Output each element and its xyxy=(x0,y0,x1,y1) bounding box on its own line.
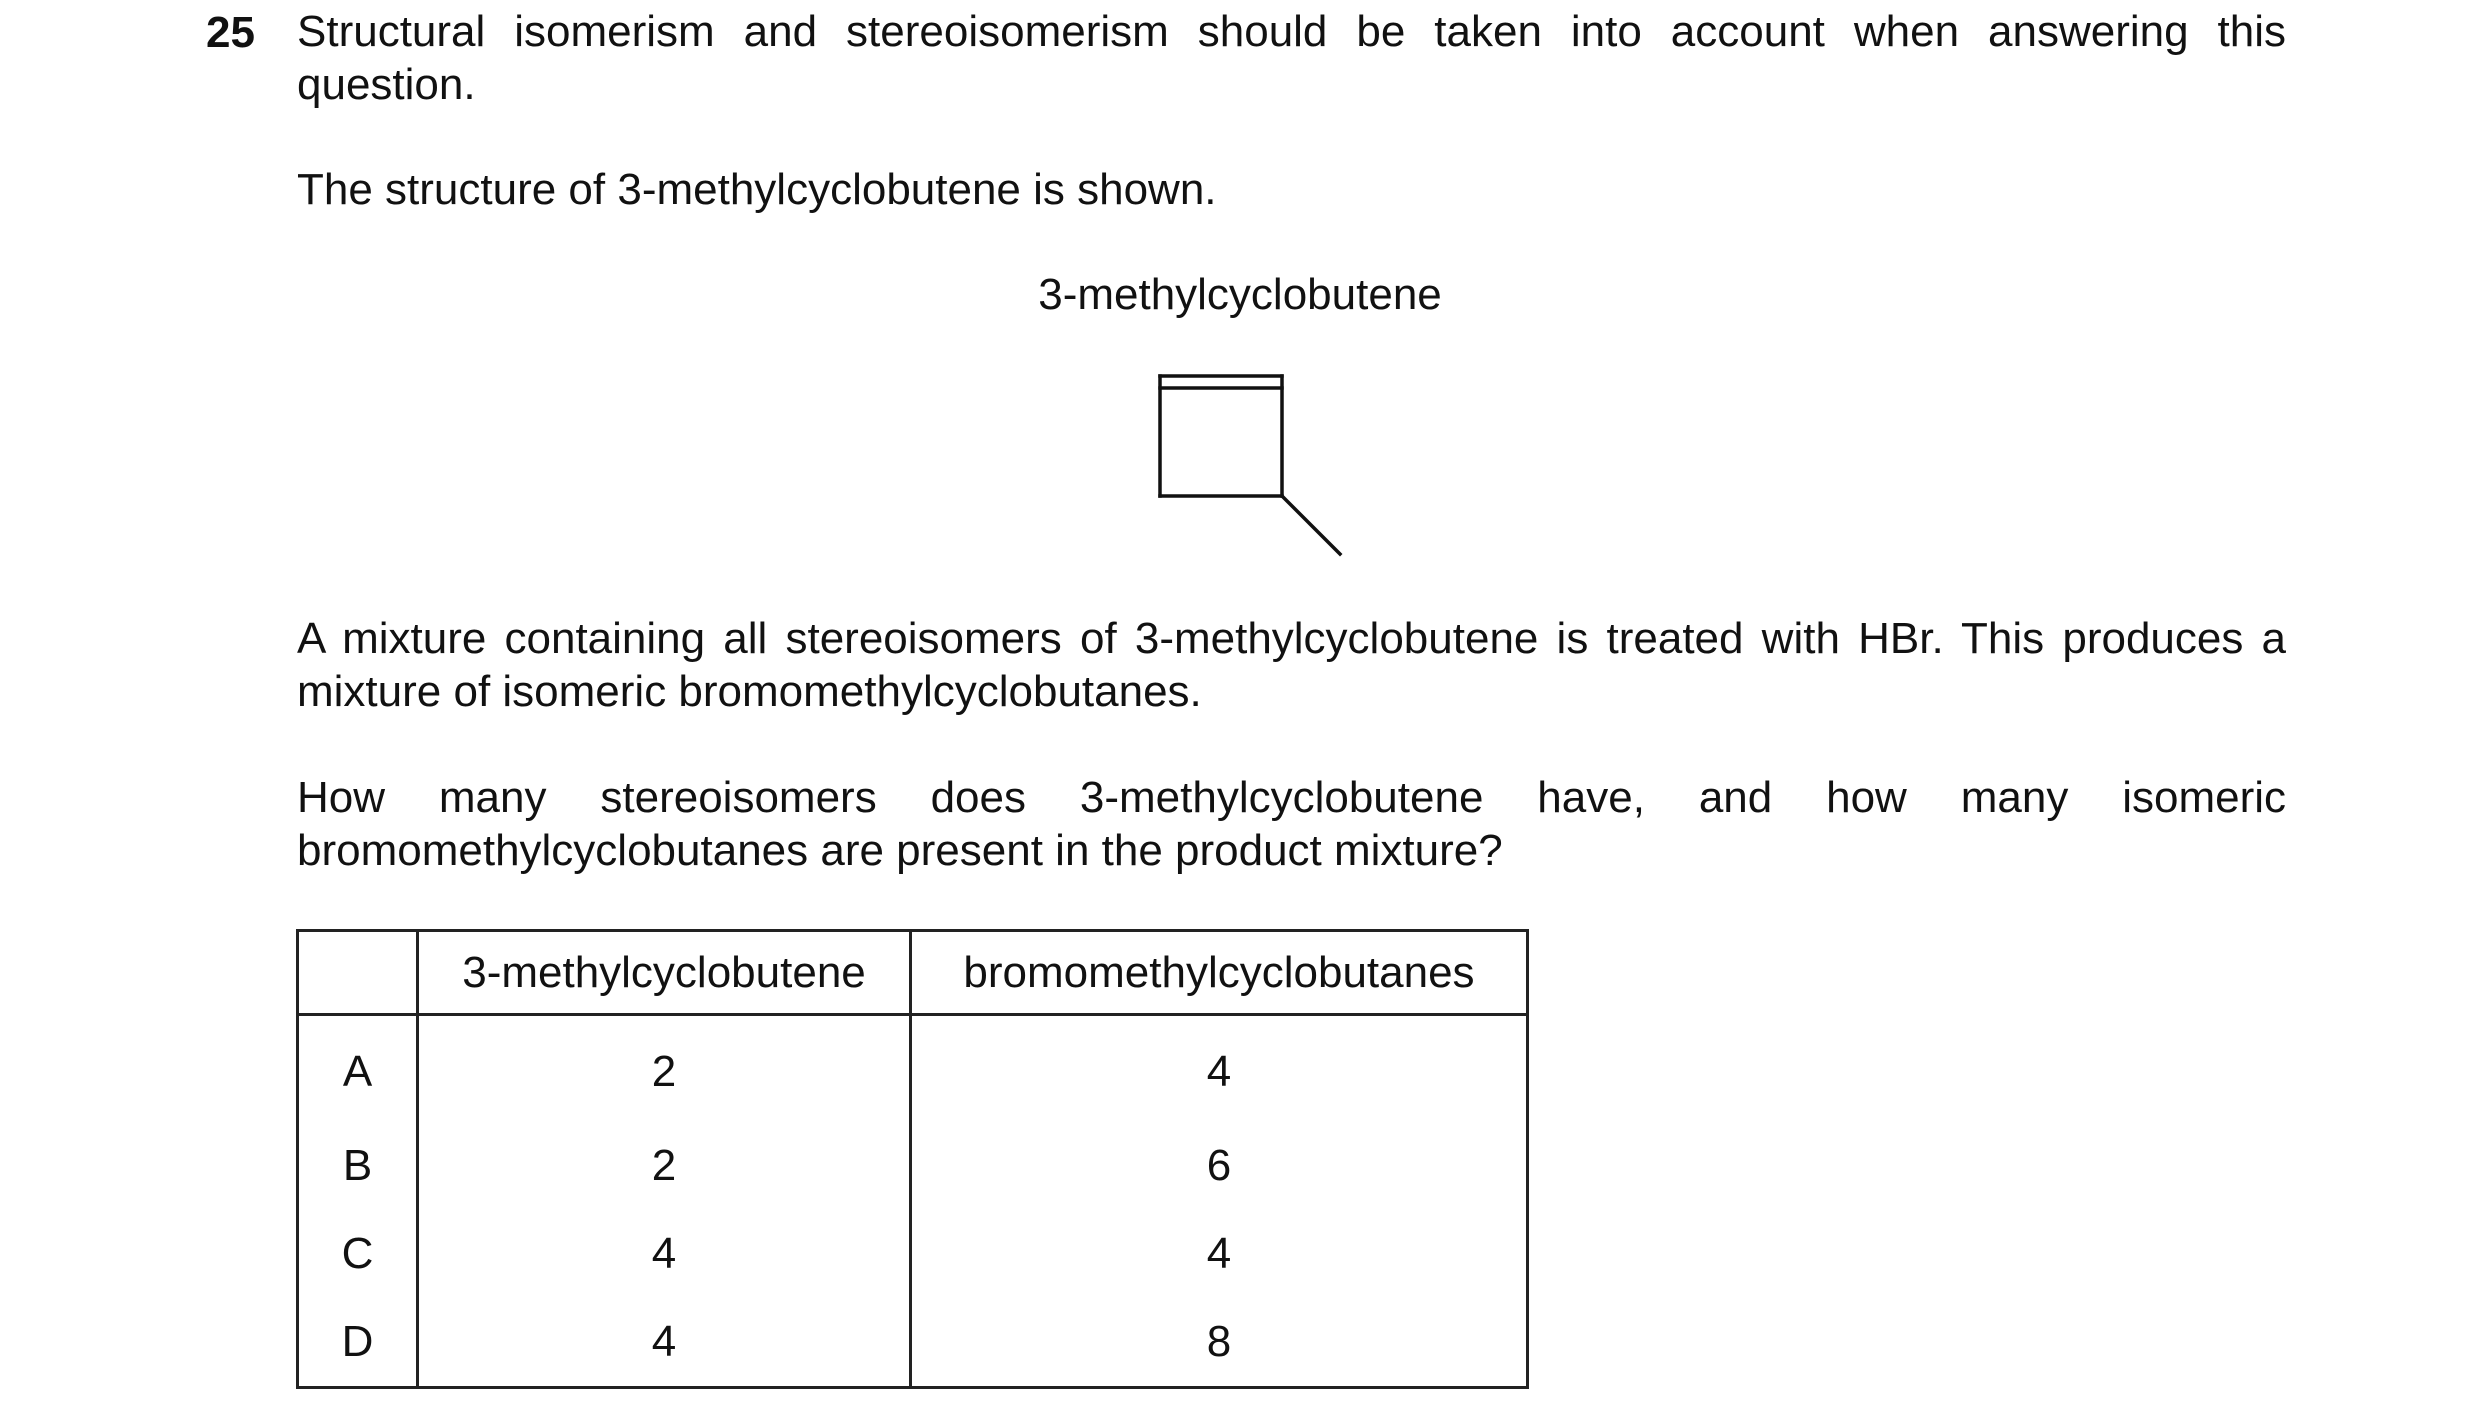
question-intro: Structural isomerism and stereoisomerism should be taken into account when answering this question. xyxy=(297,7,2286,109)
product-isomer-count: 4 xyxy=(911,1015,1528,1123)
table-header-row xyxy=(298,931,1528,1015)
structure-label: 3-methylcyclobutene xyxy=(1038,270,1442,319)
stereoisomer-count: 2 xyxy=(418,1122,911,1210)
question-prompt: How many stereoisomers does 3-methylcyclobutene have, and how many isomeric bromomethylcyclobutanes are present in the product mixture? xyxy=(297,773,2286,875)
option-letter: C xyxy=(298,1210,418,1298)
molecule-skeletal-structure xyxy=(1140,366,1360,566)
product-isomer-count: 6 xyxy=(911,1122,1528,1210)
stereoisomer-count: 4 xyxy=(418,1298,911,1388)
stereoisomer-count: 2 xyxy=(418,1015,911,1123)
stereoisomer-count: 4 xyxy=(418,1210,911,1298)
structure-sentence: The structure of 3-methylcyclobutene is shown. xyxy=(297,165,1217,214)
table-row xyxy=(298,1298,1528,1388)
product-isomer-count: 8 xyxy=(911,1298,1528,1388)
table-header-3-methylcyclobutene: 3-methylcyclobutene xyxy=(418,931,911,1015)
option-letter: A xyxy=(298,1015,418,1123)
question-number: 25 xyxy=(206,8,255,57)
option-letter: D xyxy=(298,1298,418,1388)
product-isomer-count: 4 xyxy=(911,1210,1528,1298)
table-row xyxy=(298,1210,1528,1298)
table-row xyxy=(298,1122,1528,1210)
table-header-blank xyxy=(298,931,418,1015)
methyl-bond xyxy=(1282,496,1340,554)
option-letter: B xyxy=(298,1122,418,1210)
table-row xyxy=(298,1015,1528,1123)
mixture-text: A mixture containing all stereoisomers of 3-methylcyclobutene is treated with HBr. This produces a mixture of isomeric bromomethylcyclobutanes. xyxy=(297,614,2286,716)
answer-table xyxy=(296,929,1529,1389)
table-header-bromomethylcyclobutanes: bromomethylcyclobutanes xyxy=(911,931,1528,1015)
